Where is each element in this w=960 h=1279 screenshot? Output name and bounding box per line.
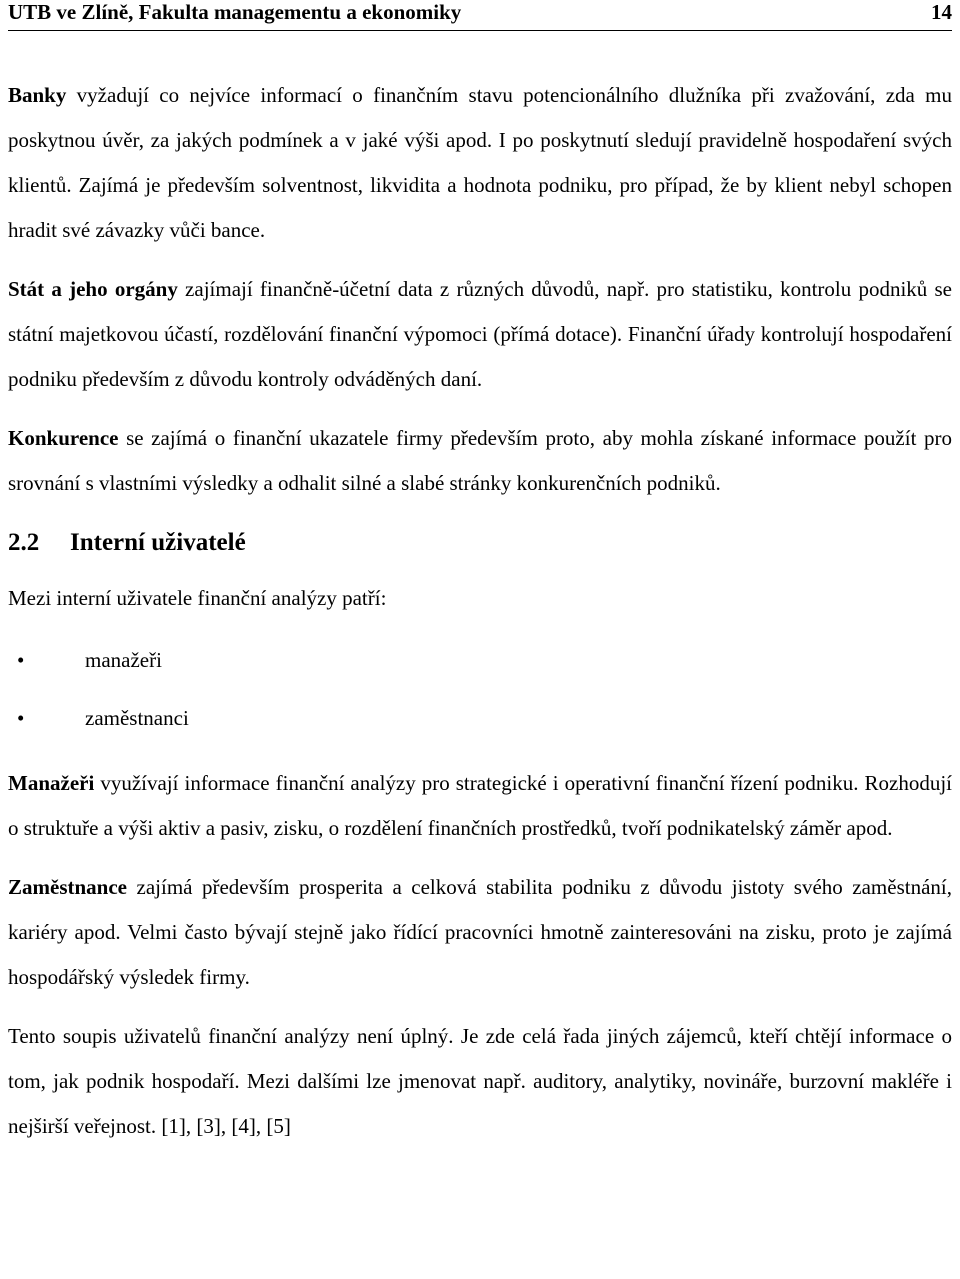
section-title: Interní uživatelé — [70, 529, 246, 556]
paragraph-konkurence — [8, 416, 952, 506]
list-item-label: manažeři — [85, 648, 162, 672]
page-header — [8, 0, 952, 31]
paragraph-stat — [8, 267, 952, 402]
text-konkurence: se zajímá o finanční ukazatele firmy především proto, aby mohla získané informace použít pro srovnání s vlastními výsledky a odhalit silné a slabé stránky konkurenčních podniků. — [8, 426, 952, 495]
text-stat: zajímají finančně-účetní data z různých důvodů, např. pro statistiku, kontrolu podniků se státní majetkovou účastí, rozdělování finanční výpomoci (přímá dotace). Finanční úřady kontrolují hospodaření podniku především z důvodu kontroly odváděných daní. — [8, 277, 952, 391]
bullet-icon: • — [17, 648, 25, 672]
term-manazeri: Manažeři — [8, 771, 95, 795]
list-item-label: zaměstnanci — [85, 706, 189, 730]
section-number: 2.2 — [8, 529, 40, 556]
paragraph-soupis: Tento soupis uživatelů finanční analýzy není úplný. Je zde celá řada jiných zájemců, kteří chtějí informace o tom, jak podnik hospodaří. Mezi dalšími lze jmenovat např. auditory, analytiky, novináře, burzovní makléře i nejširší veřejnost. [1], [3], [4], [5] — [8, 1024, 952, 1138]
paragraph-banky — [8, 73, 952, 253]
text-banky: vyžadují co nejvíce informací o finančním stavu potencionálního dlužníka při zvažování, zda mu poskytnou úvěr, za jakých podmínek a v jaké výši apod. I po poskytnutí sledují pravidelně hospodaření svých klientů. Zajímá je především solventnost, likvidita a hodnota podniku, pro případ, že by klient nebyl schopen hradit své závazky vůči bance. — [8, 83, 952, 242]
paragraph-zamestnanci — [8, 865, 952, 1000]
section-heading — [8, 528, 952, 558]
text-manazeri: využívají informace finanční analýzy pro strategické i operativní finanční řízení podniku. Rozhodují o struktuře a výši aktiv a pasiv, zisku, o rozdělení finančních prostředků, tvoří podnikatelský záměr apod. — [8, 771, 952, 840]
text-zamestnanci: zajímá především prosperita a celková stabilita podniku z důvodu jistoty svého zaměstnání, kariéry apod. Velmi často bývají stejně jako řídící pracovníci hmotně zainteresováni na zisku, proto je zajímá hospodářský výsledek firmy. — [8, 875, 952, 989]
internal-users-list — [8, 645, 952, 733]
term-stat: Stát a jeho orgány — [8, 277, 178, 301]
bullet-icon: • — [17, 706, 25, 730]
list-item — [8, 645, 952, 675]
page-number: 14 — [931, 0, 952, 24]
term-banky: Banky — [8, 83, 67, 107]
header-title: UTB ve Zlíně, Fakulta managementu a ekonomiky — [8, 0, 462, 24]
term-zamestnanci: Zaměstnance — [8, 875, 127, 899]
list-item — [8, 703, 952, 733]
intro-text: Mezi interní uživatele finanční analýzy patří: — [8, 586, 387, 610]
term-konkurence: Konkurence — [8, 426, 119, 450]
paragraph-manazeri — [8, 761, 952, 851]
page-content — [8, 73, 952, 1149]
